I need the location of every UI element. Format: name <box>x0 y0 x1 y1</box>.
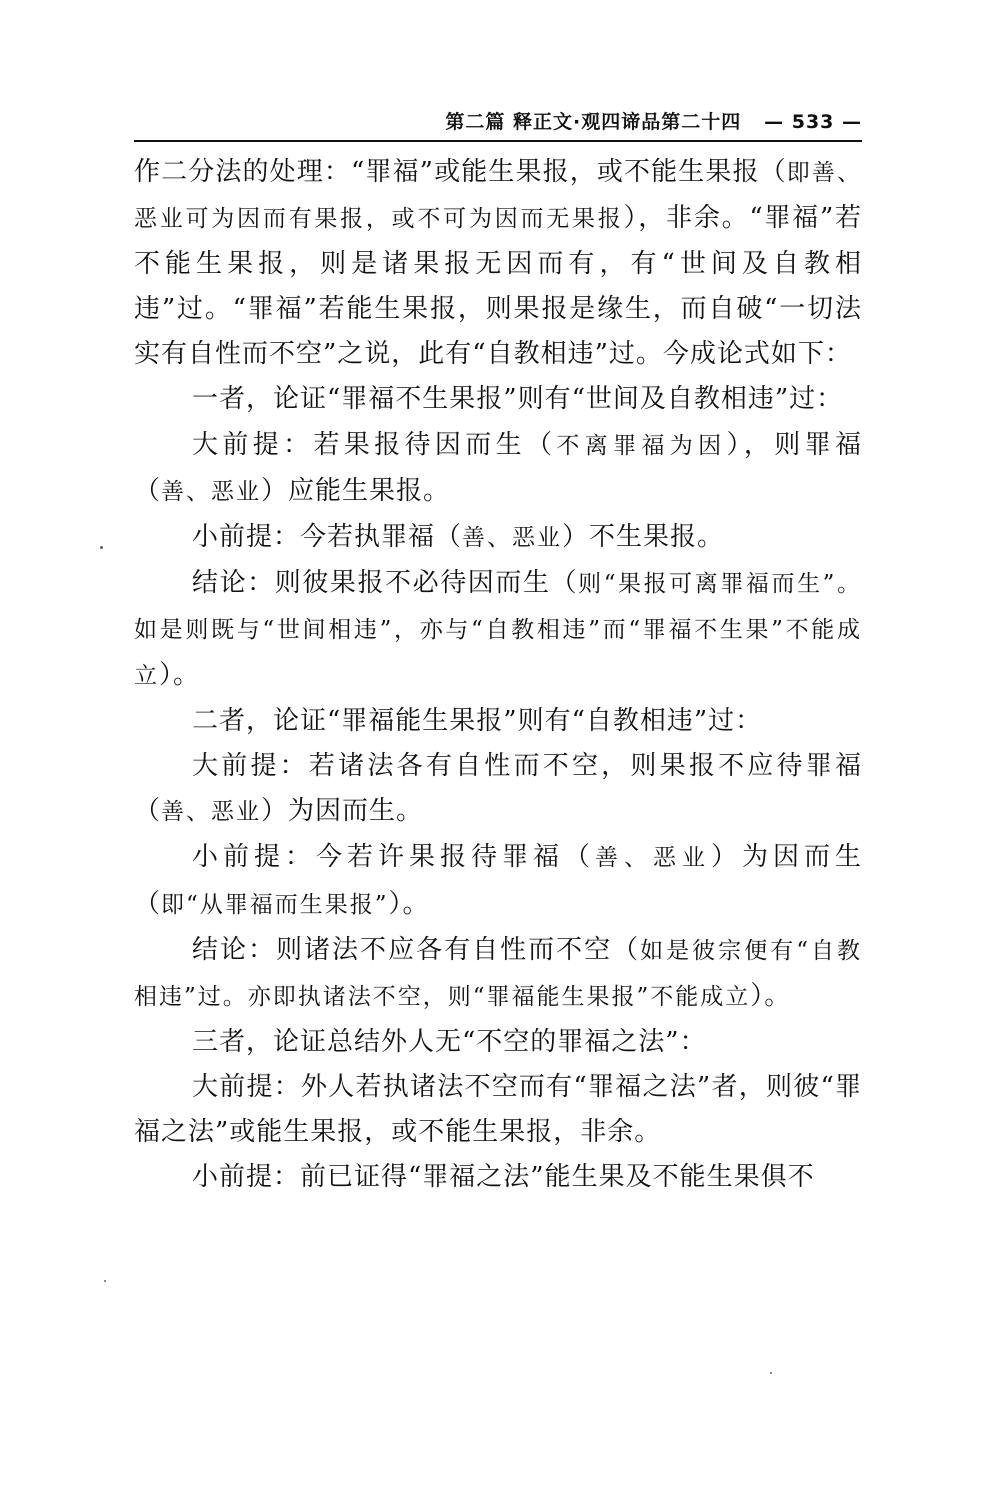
scan-speck <box>104 1280 106 1282</box>
running-title: 第二篇 释正文·观四谛品第二十四 <box>445 111 742 133</box>
paragraph-case-three-heading: 三者，论证总结外人无“不空的罪福之法”： <box>192 1026 707 1057</box>
paragraph-case-one-conclusion: 结论：则彼果报不必待因而生（则“果报可离罪福而生”。如是则既与“世间相违”，亦与“自教相违”而“罪福不生果”不能成立）。 <box>134 567 862 691</box>
paragraph-case-two-heading: 二者，论证“罪福能生果报”则有“自教相违”过： <box>192 706 763 737</box>
paragraph-case-one-heading: 一者，论证“罪福不生果报”则有“世间及自教相违”过： <box>192 384 844 415</box>
scan-speck <box>770 1372 772 1374</box>
paragraph-case-three-minor-premise: 小前提：前已证得“罪福之法”能生果及不能生果俱不 <box>192 1162 815 1193</box>
paragraph-case-two-conclusion: 结论：则诸法不应各有自性而不空（如是彼宗便有“自教相违”过。亦即执诸法不空，则“罪福能生果报”不能成立）。 <box>134 934 862 1011</box>
paragraph-case-one-minor-premise: 小前提：今若执罪福（善、恶业）不生果报。 <box>192 521 725 552</box>
annotation: 善、恶业 <box>462 524 563 551</box>
annotation: 即“从罪福而生果报” <box>161 891 389 918</box>
paragraph-intro: 作二分法的处理：“罪福”或能生果报，或不能生果报（即善、恶业可为因而有果报，或不可为因而无果报），非余。“罪福”若不能生果报，则是诸果报无因而有，有“世间及自教相违”过。“罪福”若能生果报，则果报是缘生，而自破“一切法实有自性而不空”之说，此有“自教相违”过。今成论式如下： <box>134 157 863 370</box>
paragraph-case-one-major-premise: 大前提：若果报待因而生（不离罪福为因），则罪福（善、恶业）应能生果报。 <box>134 429 862 506</box>
body-text <box>134 150 862 1200</box>
annotation: 善、恶业 <box>161 799 262 826</box>
annotation: 善、恶业 <box>161 478 262 505</box>
paragraph-case-two-minor-premise: 小前提：今若许果报待罪福（善、恶业）为因而生（即“从罪福而生果报”）。 <box>134 842 862 919</box>
running-header <box>134 106 862 138</box>
annotation: 不离罪福为因 <box>556 432 727 459</box>
scan-speck <box>100 546 103 549</box>
paragraph-case-three-major-premise: 大前提：外人若执诸法不空而有“罪福之法”者，则彼“罪福之法”或能生果报，或不能生果报，非余。 <box>134 1071 862 1147</box>
annotation: 即善、恶业可为因而有果报，或不可为因而无果报 <box>134 160 863 233</box>
page-number: — 533 — <box>764 111 862 133</box>
annotation: 则“果报可离罪福而生”。如是则既与“世间相违”，亦与“自教相违”而“罪福不生果”不能成立 <box>134 570 862 690</box>
annotation: 如是彼宗便有“自教相违”过。亦即执诸法不空，则“罪福能生果报”不能成立 <box>134 937 862 1010</box>
annotation: 善、恶业 <box>594 845 711 872</box>
paragraph-case-two-major-premise: 大前提：若诸法各有自性而不空，则果报不应待罪福（善、恶业）为因而生。 <box>134 751 862 827</box>
header-rule <box>134 140 862 142</box>
